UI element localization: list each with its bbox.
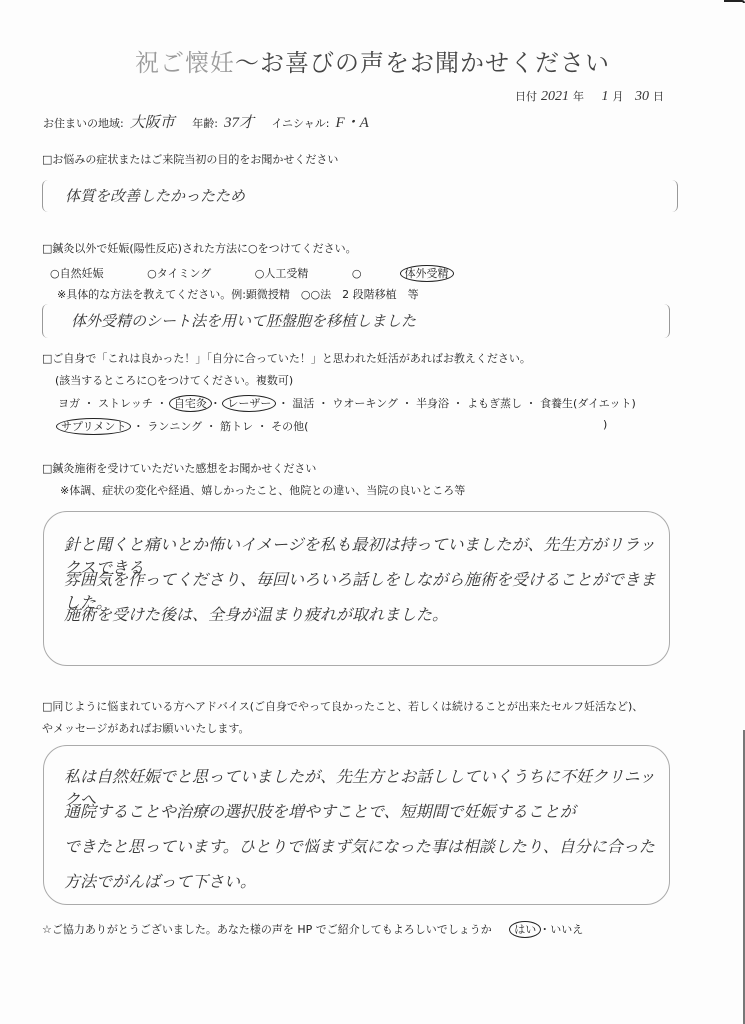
q2-note: ※具体的な方法を教えてください。例:顕微授精 ○○法 2 段階移植 等 [57, 288, 419, 301]
q1-question: □お悩みの症状またはご来院当初の目的をお聞かせください [42, 153, 339, 166]
q3-activities-row1: ヨガ ・ ストレッチ ・ 自宅灸 ・ レーザー ・ 温活 ・ ウオーキング ・ 半身浴 ・ よもぎ蒸し ・ 食養生(ダイエット) [58, 397, 636, 410]
consent-yes[interactable]: はい [509, 921, 541, 938]
q3-note: (該当するところに○をつけてください。複数可) [55, 374, 294, 387]
q1-answer-field[interactable] [42, 180, 678, 212]
q5-answer-box[interactable] [43, 745, 670, 905]
activity-yoga[interactable]: ヨガ [58, 397, 80, 410]
initial-value[interactable]: F・A [335, 115, 369, 131]
activity-running[interactable]: ランニング [147, 420, 203, 433]
option-ivf-prefix: ○ [351, 267, 362, 280]
q4-answer-line-1: 針と聞くと痛いとか怖いイメージを私も最初は持っていましたが、先生方がリラックスできる [64, 537, 656, 577]
date-month-value[interactable]: 1 [601, 89, 609, 104]
activity-supplement[interactable]: サプリメント [56, 418, 131, 435]
q5-answer-line-2: 通院することや治療の選択肢を増やすことで、短期間で妊娠することが [64, 804, 576, 821]
q5-answer-line-3: できたと思っています。ひとりで悩まず気になった事は相談したり、自分に合った [64, 839, 655, 856]
day-label: 日 [653, 90, 664, 103]
activity-stretch[interactable]: ストレッチ [98, 397, 153, 410]
q4-note: ※体調、症状の変化や経過、嬉しかったこと、他院との違い、当院の良いところ等 [60, 484, 466, 497]
q2-answer-field[interactable] [42, 304, 670, 338]
month-label: 月 [612, 90, 624, 103]
title-main: 〜お喜びの声をお聞かせください [235, 49, 610, 77]
activity-laser[interactable]: レーザー [222, 395, 276, 412]
page-title [0, 43, 745, 78]
activity-walking[interactable]: ウオーキング [332, 397, 399, 410]
q2-options [50, 265, 534, 281]
date-year-value[interactable]: 2021 [541, 89, 569, 104]
q4-answer-line-2: 雰囲気を作ってくださり、毎回いろいろ話しをしながら施術を受けることができました。 [64, 572, 657, 612]
q2-answer: 体外受精のシート法を用いて胚盤胞を移植しました [71, 314, 417, 330]
activity-other-close: ) [603, 418, 608, 431]
q2-question: □鍼灸以外で妊娠(陽性反応)された方法に○をつけてください。 [42, 242, 357, 255]
q4-question: □鍼灸施術を受けていただいた感想をお聞かせください [42, 462, 317, 475]
q5-question-line-2: やメッセージがあればお願いいたします。 [42, 722, 250, 735]
q1-answer: 体質を改善したかったため [65, 189, 246, 205]
activity-diet[interactable]: 食養生(ダイエット) [540, 397, 636, 410]
region-label: お住まいの地域: [43, 117, 124, 130]
page-corner-edge [724, 0, 745, 3]
date-label: 日付 [515, 90, 537, 103]
activity-warming[interactable]: 温活 [292, 397, 315, 410]
initial-label: イニシャル: [271, 117, 330, 130]
q5-question-line-1: □同じように悩まれている方へアドバイス(ご自身でやって良かったこと、若しくは続けることが出来たセルフ妊活など)、 [42, 700, 644, 713]
activity-strength-training[interactable]: 筋トレ [220, 420, 254, 433]
title-celebration: 祝ご懐妊 [135, 49, 235, 77]
consent-separator: ・ [539, 923, 551, 936]
region-value[interactable]: 大阪市 [129, 115, 175, 131]
activity-home-moxa[interactable]: 自宅灸 [169, 395, 212, 412]
activity-mugwort-steam[interactable]: よもぎ蒸し [467, 397, 523, 410]
date-field [515, 88, 664, 105]
consent-row [42, 921, 583, 937]
consent-no[interactable]: いいえ [550, 923, 584, 936]
activity-half-bath[interactable]: 半身浴 [416, 397, 450, 410]
activity-other-label: その他( [271, 420, 309, 433]
consent-question: ☆ご協力ありがとうございました。あなた様の声を HP でご紹介してもよろしいでしょうか [42, 923, 492, 936]
respondent-info [43, 111, 383, 132]
q3-activities-row2: サプリメント ・ ランニング ・ 筋トレ ・ その他( [58, 418, 308, 434]
q5-answer-line-1: 私は自然妊娠でと思っていましたが、先生方とお話ししていくうちに不妊クリニックへ [64, 769, 656, 809]
q4-answer-box[interactable] [43, 511, 670, 666]
q5-answer-line-4: 方法でがんばって下さい。 [64, 874, 257, 891]
option-natural[interactable]: ○自然妊娠 [50, 267, 104, 280]
date-day-value[interactable]: 30 [635, 89, 649, 104]
q4-answer-line-3: 施術を受けた後は、全身が温まり疲れが取れました。 [64, 607, 449, 624]
option-artificial[interactable]: ○人工受精 [254, 267, 309, 280]
age-value[interactable]: 37才 [223, 115, 254, 131]
year-label: 年 [573, 90, 584, 103]
option-ivf[interactable] [352, 267, 494, 280]
q3-question: □ご自身で「これは良かった！」「自分に合っていた！」と思われた妊活があればお教えください。 [42, 352, 531, 365]
age-label: 年齢: [192, 117, 218, 130]
option-ivf-circled: 体外受精 [400, 265, 454, 282]
option-timing[interactable]: ○タイミング [147, 267, 212, 280]
